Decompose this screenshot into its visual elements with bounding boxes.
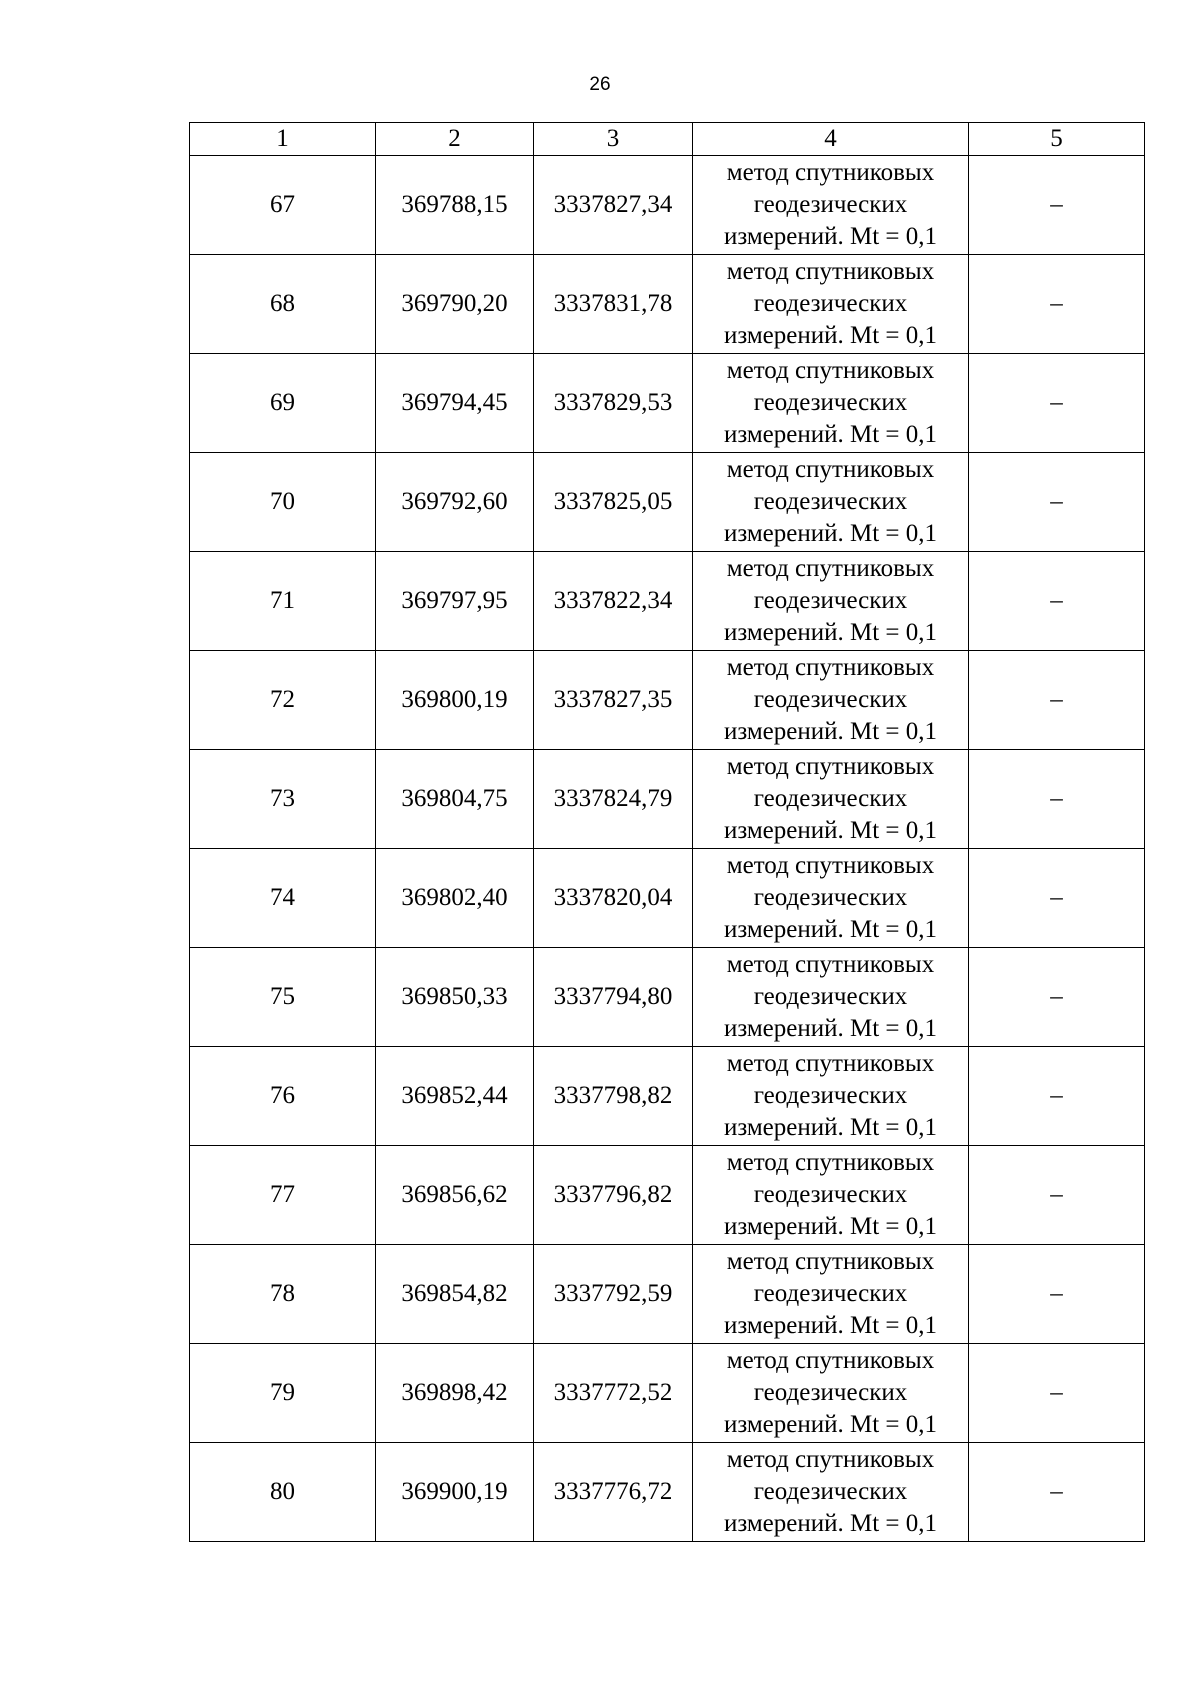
method-line: измерений. Mt = 0,1 bbox=[723, 223, 938, 250]
note-cell: – bbox=[969, 948, 1145, 1047]
point-number-cell: 67 bbox=[190, 156, 376, 255]
method-line: метод спутниковых bbox=[726, 357, 935, 384]
method-line: метод спутниковых bbox=[726, 456, 935, 483]
method-cell bbox=[693, 1443, 969, 1542]
note-cell: – bbox=[969, 354, 1145, 453]
method-cell bbox=[693, 651, 969, 750]
table-row bbox=[190, 1047, 1145, 1146]
method-line: геодезических bbox=[753, 488, 908, 515]
y-coordinate-cell: 3337772,52 bbox=[534, 1344, 693, 1443]
x-coordinate-cell: 369804,75 bbox=[376, 750, 534, 849]
table-row bbox=[190, 849, 1145, 948]
x-coordinate-cell: 369900,19 bbox=[376, 1443, 534, 1542]
method-cell bbox=[693, 1047, 969, 1146]
note-cell: – bbox=[969, 156, 1145, 255]
y-coordinate-cell: 3337824,79 bbox=[534, 750, 693, 849]
method-line: геодезических bbox=[753, 884, 908, 911]
method-line: метод спутниковых bbox=[726, 258, 935, 285]
point-number-cell: 74 bbox=[190, 849, 376, 948]
method-line: измерений. Mt = 0,1 bbox=[723, 1015, 938, 1042]
column-header-3: 3 bbox=[534, 123, 693, 156]
y-coordinate-cell: 3337827,34 bbox=[534, 156, 693, 255]
table-row bbox=[190, 354, 1145, 453]
page-number: 26 bbox=[589, 74, 611, 95]
method-line: метод спутниковых bbox=[726, 1050, 935, 1077]
table-row bbox=[190, 1245, 1145, 1344]
point-number-cell: 77 bbox=[190, 1146, 376, 1245]
note-cell: – bbox=[969, 750, 1145, 849]
x-coordinate-cell: 369854,82 bbox=[376, 1245, 534, 1344]
x-coordinate-cell: 369852,44 bbox=[376, 1047, 534, 1146]
y-coordinate-cell: 3337792,59 bbox=[534, 1245, 693, 1344]
y-coordinate-cell: 3337794,80 bbox=[534, 948, 693, 1047]
method-cell bbox=[693, 453, 969, 552]
column-header-4: 4 bbox=[693, 123, 969, 156]
coordinates-table bbox=[189, 122, 1145, 1542]
method-line: метод спутниковых bbox=[726, 1347, 935, 1374]
method-cell bbox=[693, 354, 969, 453]
x-coordinate-cell: 369856,62 bbox=[376, 1146, 534, 1245]
method-cell bbox=[693, 948, 969, 1047]
method-line: метод спутниковых bbox=[726, 555, 935, 582]
y-coordinate-cell: 3337820,04 bbox=[534, 849, 693, 948]
method-cell bbox=[693, 849, 969, 948]
method-line: измерений. Mt = 0,1 bbox=[723, 619, 938, 646]
method-line: измерений. Mt = 0,1 bbox=[723, 421, 938, 448]
method-cell bbox=[693, 552, 969, 651]
note-cell: – bbox=[969, 552, 1145, 651]
method-cell bbox=[693, 156, 969, 255]
method-line: геодезических bbox=[753, 587, 908, 614]
method-line: измерений. Mt = 0,1 bbox=[723, 1411, 938, 1438]
x-coordinate-cell: 369790,20 bbox=[376, 255, 534, 354]
method-line: измерений. Mt = 0,1 bbox=[723, 322, 938, 349]
note-cell: – bbox=[969, 1146, 1145, 1245]
method-line: геодезических bbox=[753, 389, 908, 416]
method-line: измерений. Mt = 0,1 bbox=[723, 1510, 938, 1537]
method-line: геодезических bbox=[753, 686, 908, 713]
table-row bbox=[190, 1146, 1145, 1245]
table-row bbox=[190, 1443, 1145, 1542]
table-header bbox=[190, 123, 1145, 156]
note-cell: – bbox=[969, 255, 1145, 354]
method-cell bbox=[693, 1245, 969, 1344]
x-coordinate-cell: 369800,19 bbox=[376, 651, 534, 750]
x-coordinate-cell: 369797,95 bbox=[376, 552, 534, 651]
method-line: геодезических bbox=[753, 785, 908, 812]
table-row bbox=[190, 552, 1145, 651]
method-line: геодезических bbox=[753, 1379, 908, 1406]
x-coordinate-cell: 369850,33 bbox=[376, 948, 534, 1047]
point-number-cell: 69 bbox=[190, 354, 376, 453]
column-header-5: 5 bbox=[969, 123, 1145, 156]
method-line: геодезических bbox=[753, 1082, 908, 1109]
point-number-cell: 68 bbox=[190, 255, 376, 354]
note-cell: – bbox=[969, 1344, 1145, 1443]
method-cell bbox=[693, 1344, 969, 1443]
method-line: измерений. Mt = 0,1 bbox=[723, 1114, 938, 1141]
point-number-cell: 71 bbox=[190, 552, 376, 651]
y-coordinate-cell: 3337822,34 bbox=[534, 552, 693, 651]
note-cell: – bbox=[969, 1245, 1145, 1344]
note-cell: – bbox=[969, 651, 1145, 750]
y-coordinate-cell: 3337829,53 bbox=[534, 354, 693, 453]
method-line: измерений. Mt = 0,1 bbox=[723, 520, 938, 547]
x-coordinate-cell: 369898,42 bbox=[376, 1344, 534, 1443]
point-number-cell: 79 bbox=[190, 1344, 376, 1443]
point-number-cell: 75 bbox=[190, 948, 376, 1047]
point-number-cell: 70 bbox=[190, 453, 376, 552]
y-coordinate-cell: 3337776,72 bbox=[534, 1443, 693, 1542]
method-line: метод спутниковых bbox=[726, 753, 935, 780]
table-row bbox=[190, 255, 1145, 354]
method-line: измерений. Mt = 0,1 bbox=[723, 817, 938, 844]
method-line: геодезических bbox=[753, 191, 908, 218]
table-row bbox=[190, 156, 1145, 255]
column-header-2: 2 bbox=[376, 123, 534, 156]
table-row bbox=[190, 651, 1145, 750]
point-number-cell: 72 bbox=[190, 651, 376, 750]
column-header-1: 1 bbox=[190, 123, 376, 156]
method-line: метод спутниковых bbox=[726, 852, 935, 879]
method-cell bbox=[693, 750, 969, 849]
table-row bbox=[190, 1344, 1145, 1443]
table-row bbox=[190, 453, 1145, 552]
y-coordinate-cell: 3337798,82 bbox=[534, 1047, 693, 1146]
table-row bbox=[190, 750, 1145, 849]
point-number-cell: 76 bbox=[190, 1047, 376, 1146]
method-line: измерений. Mt = 0,1 bbox=[723, 718, 938, 745]
note-cell: – bbox=[969, 453, 1145, 552]
method-line: метод спутниковых bbox=[726, 1446, 935, 1473]
point-number-cell: 78 bbox=[190, 1245, 376, 1344]
method-line: метод спутниковых bbox=[726, 159, 935, 186]
x-coordinate-cell: 369794,45 bbox=[376, 354, 534, 453]
y-coordinate-cell: 3337825,05 bbox=[534, 453, 693, 552]
x-coordinate-cell: 369802,40 bbox=[376, 849, 534, 948]
method-line: геодезических bbox=[753, 983, 908, 1010]
method-line: метод спутниковых bbox=[726, 654, 935, 681]
method-line: метод спутниковых bbox=[726, 951, 935, 978]
y-coordinate-cell: 3337796,82 bbox=[534, 1146, 693, 1245]
x-coordinate-cell: 369792,60 bbox=[376, 453, 534, 552]
method-line: измерений. Mt = 0,1 bbox=[723, 916, 938, 943]
method-line: геодезических bbox=[753, 1478, 908, 1505]
table-body bbox=[190, 156, 1145, 1542]
header-row bbox=[190, 123, 1145, 156]
table-row bbox=[190, 948, 1145, 1047]
y-coordinate-cell: 3337827,35 bbox=[534, 651, 693, 750]
method-line: геодезических bbox=[753, 1181, 908, 1208]
point-number-cell: 73 bbox=[190, 750, 376, 849]
method-cell bbox=[693, 255, 969, 354]
method-line: измерений. Mt = 0,1 bbox=[723, 1213, 938, 1240]
method-line: измерений. Mt = 0,1 bbox=[723, 1312, 938, 1339]
note-cell: – bbox=[969, 1443, 1145, 1542]
y-coordinate-cell: 3337831,78 bbox=[534, 255, 693, 354]
method-line: метод спутниковых bbox=[726, 1248, 935, 1275]
method-cell bbox=[693, 1146, 969, 1245]
method-line: метод спутниковых bbox=[726, 1149, 935, 1176]
method-line: геодезических bbox=[753, 1280, 908, 1307]
point-number-cell: 80 bbox=[190, 1443, 376, 1542]
x-coordinate-cell: 369788,15 bbox=[376, 156, 534, 255]
note-cell: – bbox=[969, 1047, 1145, 1146]
note-cell: – bbox=[969, 849, 1145, 948]
method-line: геодезических bbox=[753, 290, 908, 317]
